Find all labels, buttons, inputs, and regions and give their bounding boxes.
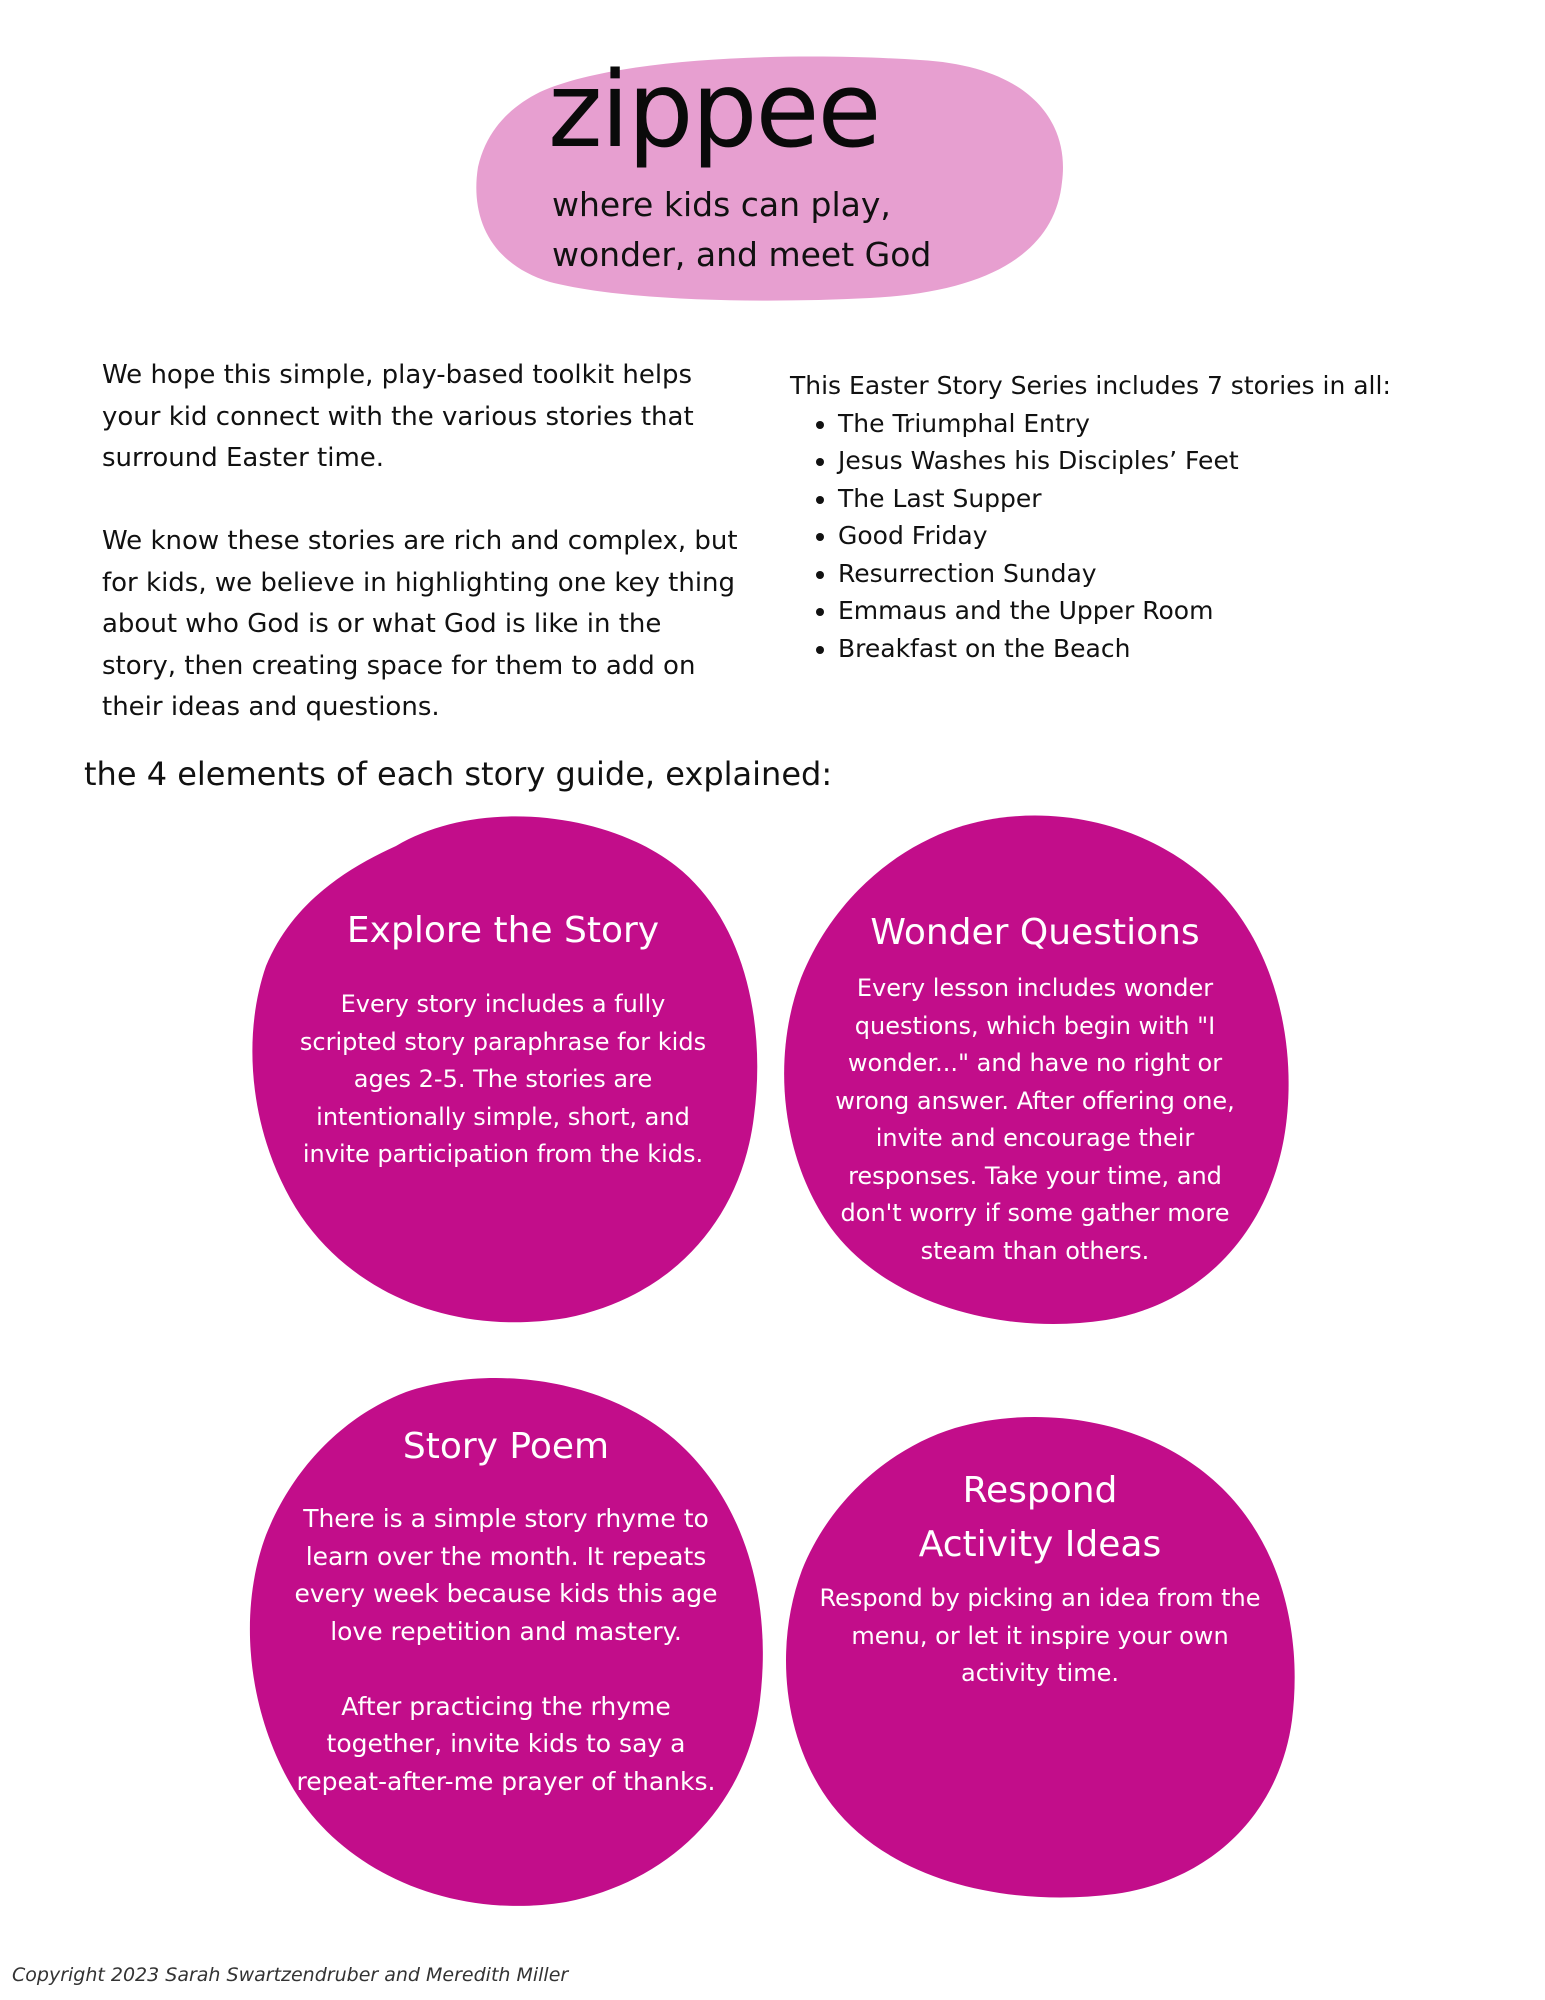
story-item: • Good Friday [838,517,1510,555]
story-item: • Emmaus and the Upper Room [838,592,1510,630]
respond-card-body [810,1580,1270,1693]
story-item: • Resurrection Sunday [838,555,1510,593]
explore-card-title: Explore the Story [346,910,660,951]
poem-card-content [246,1420,766,1800]
explore-card-content [246,904,760,1174]
respond-card-title-line-2: Activity Ideas [918,1524,1162,1565]
tagline-line-2: wonder, and meet God [552,235,932,274]
tagline-line-1: where kids can play, [552,185,891,224]
copyright-notice: Copyright 2023 Sarah Swartzendruber and Meredith Miller [12,1964,569,1986]
explore-card [246,806,760,1326]
story-item: • Breakfast on the Beach [838,630,1510,668]
wonder-card-text: Every lesson includes wonder questions, which begin with "I wonder..." and have no right or wrong answer. After offering one, invite and encourage their responses. Take your time, and don't worry if some gather more steam than others. [835,974,1235,1265]
intro-text [102,355,742,729]
wonder-card-body [835,970,1235,1270]
intro-paragraph-2: We know these stories are rich and complex, but for kids, we believe in highlighting one key thing about who God is or what God is like in the story, then creating space for them to add on their ideas and questions. [102,526,738,722]
wonder-card-content [776,906,1294,1270]
brand-tagline [552,180,931,280]
poem-card-title: Story Poem [402,1426,610,1467]
section-title: the 4 elements of each story guide, explained: [84,755,833,793]
poem-card-text-1: There is a simple story rhyme to learn over the month. It repeats every week because kids this age love repetition and mastery. [294,1504,718,1646]
series-heading: This Easter Story Series includes 7 stories in all: [790,371,1391,400]
story-item: • Jesus Washes his Disciples’ Feet [838,442,1510,480]
explore-card-body [293,986,713,1174]
respond-card-content [780,1464,1300,1693]
respond-card-title-line-1: Respond [962,1470,1118,1511]
poem-card-body [286,1500,726,1800]
explore-card-text: Every story includes a fully scripted story paraphrase for kids ages 2-5. The stories are intentionally simple, short, and invite participation from the kids. [299,990,707,1168]
wonder-card [776,808,1294,1326]
poem-card [246,1370,766,1910]
story-series [790,367,1510,667]
respond-card-title [780,1464,1300,1572]
respond-card [780,1410,1300,1900]
brand-name: zippee [548,49,880,171]
story-list [790,405,1510,668]
poem-card-text-2: After practicing the rhyme together, invite kids to say a repeat-after-me prayer of thanks. [296,1691,716,1796]
intro-paragraph-1: We hope this simple, play-based toolkit helps your kid connect with the various stories that surround Easter time. [102,360,694,473]
wonder-card-title: Wonder Questions [870,912,1200,953]
respond-card-text: Respond by picking an idea from the menu, or let it inspire your own activity time. [819,1584,1261,1687]
story-item: • The Last Supper [838,480,1510,518]
story-item: • The Triumphal Entry [838,405,1510,443]
